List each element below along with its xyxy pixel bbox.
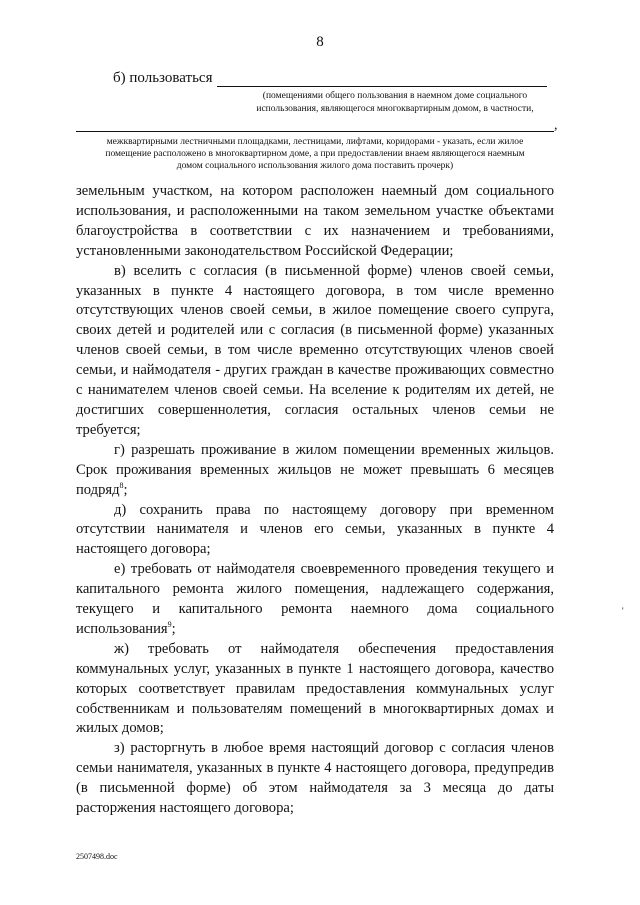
punctuation: ,: [554, 118, 558, 133]
footnote-ref: 9: [167, 620, 172, 630]
paragraph-end: ;: [123, 481, 128, 498]
paragraph-text: е) требовать от наймодателя своевременного проведения текущего и капитального ремонта жилого помещения, надлежащего содержания, текущего и капитального ремонта наемного дома социального использования: [76, 561, 554, 637]
footnote-caption: помещение расположено в многоквартирном доме, а при предоставлении внаем являющегося наемным: [105, 149, 525, 159]
page-number: 8: [316, 34, 324, 50]
file-name-footer: 2507498.doc: [76, 852, 118, 861]
paragraph: [76, 560, 554, 640]
clause-b-label: б) пользоваться: [113, 70, 213, 86]
paragraph-text: г) разрешать проживание в жилом помещении временных жильцов. Срок проживания временных жильцов не может превышать 6 месяцев подряд: [76, 441, 554, 498]
paragraph: д) сохранить права по настоящему договору при временном отсутствии нанимателя и членов его семьи, указанных в пункте 4 настоящего договора;: [76, 501, 554, 558]
footnote-caption: домом социального использования жилого дома поставить прочерк): [176, 161, 454, 171]
footnote-caption: межквартирными лестничными площадками, лестницами, лифтами, коридорами - указать, если жилое: [106, 137, 524, 147]
fill-in-line: [217, 86, 547, 87]
fill-in-line: [76, 131, 554, 132]
paragraph: земельным участком, на котором расположен наемный дом социального использования, и расположенными на таком земельном участке объектами благоустройства в соответствии с их назначением и требованиями, установленными законодательством Российской Федерации;: [76, 183, 554, 259]
paragraph: в) вселить с согласия (в письменной форме) членов своей семьи, указанных в пункте 4 настоящего договора, в том числе временно отсутствующих членов своей семьи, в жилое помещение своего супруга, своих детей и родителей или с согласия (в письменной форме) указанных членов своей семьи, в том числе временно отсутствующих членов своей семьи, и наймодателя - других граждан в качестве проживающих совместно с нанимателем членов своей семьи. На вселение к родителям их детей, не достигших совершеннолетия, согласия остальных членов семьи не требуется;: [76, 262, 554, 438]
edge-mark: ': [622, 606, 624, 616]
footnote-ref: 8: [119, 480, 124, 490]
document-body: [76, 182, 554, 819]
paragraph: ж) требовать от наймодателя обеспечения предоставления коммунальных услуг, указанных в пункте 1 настоящего договора, качество которых соответствует правилам предоставления коммунальных услуг собственникам и пользователям помещений в многоквартирных домах и жилых домов;: [76, 640, 554, 737]
footnote-caption: использования, являющегося многоквартирным домом, в частности,: [256, 104, 534, 114]
paragraph-end: ;: [171, 620, 176, 637]
footnote-caption: (помещениями общего пользования в наемном доме социального: [262, 91, 528, 101]
paragraph: з) расторгнуть в любое время настоящий договор с согласия членов семьи нанимателя, указанных в пункте 4 настоящего договора, предупредив (в письменной форме) об этом наймодателя за 3 месяца до даты расторжения настоящего договора;: [76, 740, 554, 817]
paragraph: [76, 441, 554, 501]
